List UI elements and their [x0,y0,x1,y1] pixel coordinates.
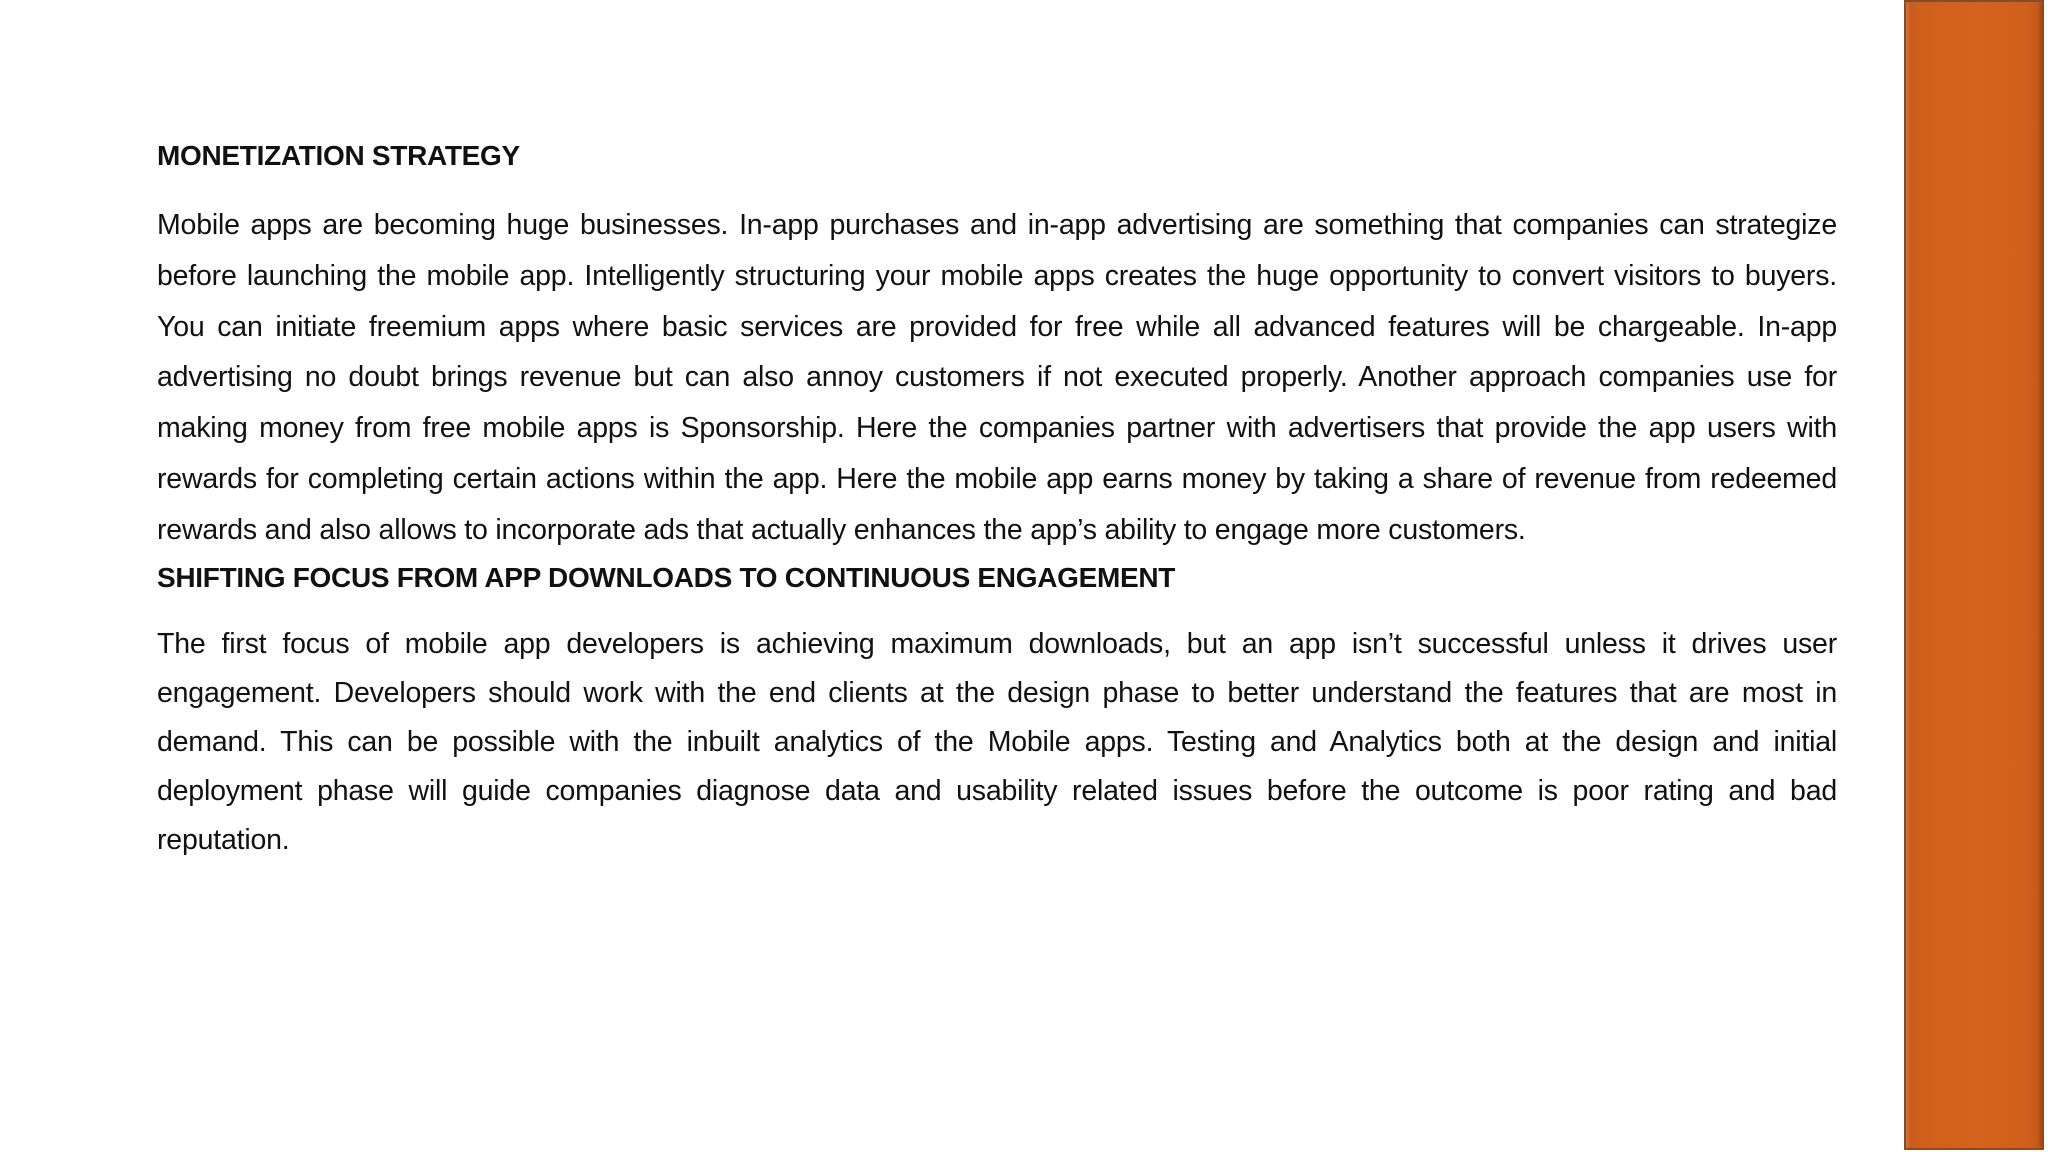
section-heading-engagement: SHIFTING FOCUS FROM APP DOWNLOADS TO CONTINUOUS ENGAGEMENT [157,561,1176,593]
section-heading-monetization: MONETIZATION STRATEGY [157,140,520,171]
slide-content [157,136,1837,865]
accent-bar [1904,0,2044,1150]
section-body-engagement: The first focus of mobile app developers is achieving maximum downloads, but an app isn’t successful unless it drives user engagement. Developers should work with the end clients at the design phase to better understand the features that are most in demand. This can be possible with the inbuilt analytics of the Mobile apps. Testing and Analytics both at the design and initial deployment phase will guide companies diagnose data and usability related issues before the outcome is poor rating and bad reputation. [157,627,1837,856]
section-body-monetization: Mobile apps are becoming huge businesses. In-app purchases and in-app advertising are something that companies can strategize before launching the mobile app. Intelligently structuring your mobile apps creates the huge opportunity to convert visitors to buyers. You can initiate freemium apps where basic services are provided for free while all advanced features will be chargeable. In-app advertising no doubt brings revenue but can also annoy customers if not executed properly. Another approach companies use for making money from free mobile apps is Sponsorship. Here the companies partner with advertisers that provide the app users with rewards for completing certain actions within the app. Here the mobile app earns money by taking a share of revenue from redeemed rewards and also allows to incorporate ads that actually enhances the app’s ability to engage more customers. [157,209,1837,546]
